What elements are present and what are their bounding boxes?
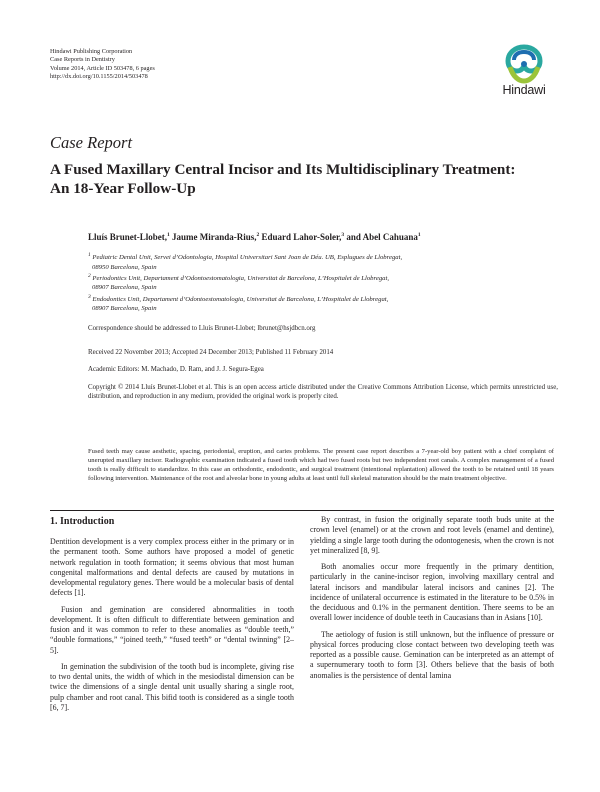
affiliation-city: 08907 Barcelona, Spain [92, 305, 157, 313]
hindawi-logo-icon [503, 44, 545, 84]
article-title: A Fused Maxillary Central Incisor and Its Multidisciplinary Treatment: An 18-Year Follow-Up [50, 161, 516, 197]
copyright-notice: Copyright © 2014 Lluís Brunet-Llobet et al. This is an open access article distributed under the Creative Commons Attribution License, which permits unrestricted use, distribution, and reproduction in any medium, provided the original work is properly cited. [88, 384, 558, 400]
volume-info: Volume 2014, Article ID 503478, 6 pages [50, 64, 155, 72]
affiliation-number: 2 [88, 272, 91, 279]
affiliation-city: 08950 Barcelona, Spain [92, 263, 157, 271]
body-paragraph: In gemination the subdivision of the tooth bud is incomplete, giving rise to two dental units, the width of which in the mesiodistal dimension can be twice the dimensions of a single dental unit usually sharing a single root, pulp chamber and root canal. This bifid tooth is considered as a single tooth [6, 7]. [50, 661, 294, 712]
article-type: Case Report [50, 133, 133, 152]
academic-editors: Academic Editors: M. Machado, D. Ram, and J. J. Segura-Egea [88, 366, 264, 373]
affiliation-item [88, 251, 558, 272]
publisher-name: Hindawi Publishing Corporation [50, 48, 133, 55]
abstract: Fused teeth may cause aesthetic, spacing, periodontal, eruption, and caries problems. The present case report describes a 7-year-old boy patient with a chief complaint of unerupted maxillary incisor. Radiographic examination indicated a fused tooth which had two fused roots but two independent root canals. A complex management of a fused tooth is really difficult to standardize. In this case an orthodontic, endodontic, and surgical treatment (intentional replantation) allowed the tooth to be retained until 18 years following intervention. Maintenance of the root and alveolar bone in young adults at least until full skeletal maturation should be the main treatment objective. [88, 448, 554, 482]
author-affiliation-mark: 1 [167, 232, 170, 238]
article-dates: Received 22 November 2013; Accepted 24 December 2013; Published 11 February 2014 [88, 349, 334, 356]
logo-wordmark: Hindawi [502, 83, 546, 97]
publication-info [50, 48, 155, 81]
affiliation-number: 1 [88, 252, 91, 258]
body-column-right [310, 515, 554, 681]
body-paragraph: Dentition development is a very complex process either in the primary or in the permanent tooth. Some authors have proposed a model of genetic network regulation in tooth formation; it seems obvious that most human congenital malformations and dental defects are caused by mutations in developmental regulatory genes. There would be a molecular basis of dental defects [1]. [50, 537, 294, 598]
affiliation-line: Endodontics Unit, Departament d’Odontoestomatologia, Universitat de Barcelona, L’Hospitalet de Llobregat, [92, 295, 389, 303]
affiliation-number: 3 [88, 293, 91, 300]
body-column-left [50, 515, 294, 713]
affiliation-line: Pediatric Dental Unit, Servei d’Odontologia, Hospital Universitari Sant Joan de Déu. UB, Esplugues de Llobregat, [92, 254, 403, 262]
hindawi-logo [496, 44, 552, 106]
correspondence-note: Correspondence should be addressed to Lluís Brunet-Llobet; lbrunet@hsjdbcn.org [88, 325, 316, 332]
author-name: Lluís Brunet-Llobet, [88, 232, 168, 242]
affiliation-item [88, 293, 558, 314]
affiliation-list [88, 251, 558, 313]
author-name: Eduard Lahor-Soler, [261, 232, 342, 242]
journal-name: Case Reports in Dentistry [50, 56, 115, 64]
body-paragraph: Both anomalies occur more frequently in the primary dentition, particularly in the canine-incisor region, involving maxillary central and lateral incisors and mandibular lateral incisors and canines [2]. The incidence of unilateral occurrence is estimated in the literature to be 0.5% in the deciduous and 0.1% in the permanent dentition. There seems to be an overall lower incidence of double teeth in Caucasians than in Asians [10]. [310, 562, 554, 623]
affiliation-item [88, 272, 558, 293]
author-affiliation-mark: 2 [256, 232, 260, 238]
section-divider [50, 510, 554, 511]
author-name: and Abel Cahuana [346, 232, 418, 242]
affiliation-city: 08907 Barcelona, Spain [92, 284, 157, 292]
author-affiliation-mark: 1 [417, 232, 421, 238]
author-name: Jaume Miranda-Rius, [172, 232, 257, 242]
author-affiliation-mark: 3 [341, 232, 345, 238]
body-paragraph: Fusion and gemination are considered abnormalities in tooth development. It is often difficult to differentiate between gemination and fusion and it was common to refer to these anomalies as “double teeth,” “double formations,” “joined teeth,” “fused teeth” or “dental twinning” [2–5]. [50, 604, 294, 655]
body-paragraph: The aetiology of fusion is still unknown, but the influence of pressure or physical forces producing close contact between two developing teeth was reported as a possible cause. Gemination can be interpreted as an attempt of a supernumerary tooth to form [3]. Others believe that the basis of both anomalies is the persistence of dental lamina [310, 629, 554, 680]
affiliation-line: Periodontics Unit, Departament d’Odontoestomatologia, Universitat de Barcelona, L’Hospitalet de Llobregat, [92, 275, 390, 283]
doi-link[interactable]: http://dx.doi.org/10.1155/2014/503478 [50, 72, 148, 80]
author-list [88, 232, 421, 242]
section-heading: 1. Introduction [50, 516, 115, 527]
body-paragraph: By contrast, in fusion the originally separate tooth buds unite at the crown level (enamel) or at the crown and root levels (enamel and dentine), yielding a single large tooth during the odontogenesis, when the crown is not yet mineralized [8, 9]. [310, 515, 554, 555]
